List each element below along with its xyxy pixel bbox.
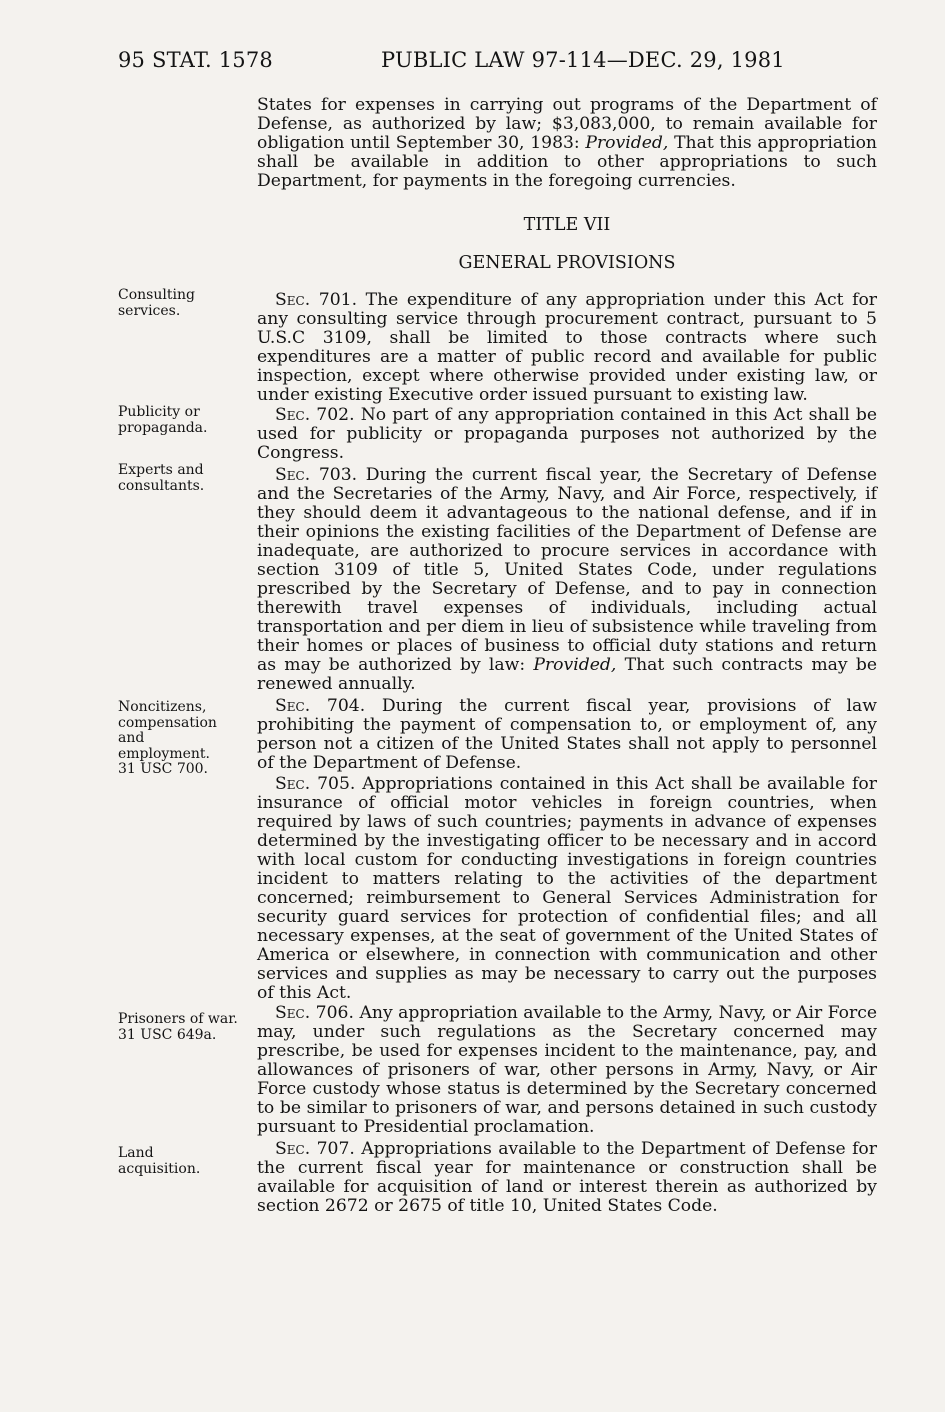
margin-note-land: Land acquisition. (118, 1145, 201, 1177)
section-number: 706. (310, 1003, 354, 1023)
title-name: GENERAL PROVISIONS (458, 253, 676, 273)
title-number: TITLE VII (523, 215, 611, 235)
section-label: Sec. (275, 290, 311, 310)
section-text: The expenditure of any appropriation under this Act for any consulting service through procurement contract, pursuant to 5 U.S.C 3109, shall be limited to those contracts where such expenditures are a matter of public record and available for public inspection, except where otherwise provided under existing law, or under existing Executive order issued pursuant to existing law. (257, 290, 878, 405)
intro-proviso: Provided, (585, 133, 669, 153)
section-number: 707. (310, 1139, 355, 1159)
section-706 (257, 1004, 877, 1137)
intro-paragraph (257, 96, 877, 191)
section-text: Appropriations available to the Department of Defense for the current fiscal year for maintenance or construction shall be available for acquisition of land or interest therein as authorized by section 2672 or 2675 of title 10, United States Code. (257, 1139, 877, 1216)
section-proviso: Provided, (533, 655, 617, 675)
section-label: Sec. (275, 1139, 311, 1159)
margin-note-experts: Experts and consultants. (118, 462, 205, 494)
section-label: Sec. (275, 774, 311, 794)
intro-text-end: That this appropriation shall be available in addition to other appropriations to such Department, for payments in the foregoing currencies. (257, 133, 877, 191)
section-text: During the current fiscal year, the Secretary of Defense and the Secretaries of the Army, Navy, and Air Force, respectively, if they should deem it advantageous to the national defense, and if in their opinions the existing facilities of the Department of Defense are inadequate, are authorized to procure services in accordance with section 3109 of title 5, United States Code, under regulations prescribed by the Secretary of Defense, and to pay in connection therewith travel expenses of individuals, including actual transportation and per diem in lieu of subsistence while traveling from their homes or places of business to official duty stations and return as may be authorized by law: (257, 465, 877, 675)
section-703 (257, 466, 877, 694)
section-label: Sec. (275, 405, 311, 425)
section-number: 702. (310, 405, 355, 425)
section-text: No part of any appropriation contained in this Act shall be used for publicity or propaganda purposes not authorized by the Congress. (257, 405, 877, 463)
intro-text: States for expenses in carrying out programs of the Department of Defense, as authorized by law; $3,083,000, to remain available for obligation until September 30, 1983: (257, 95, 877, 153)
section-text: During the current fiscal year, provisions of law prohibiting the payment of compensation to, or employment of, any person not a citizen of the United States shall not apply to personnel of the Department of Defense. (257, 696, 877, 773)
margin-note-publicity: Publicity or propaganda. (118, 404, 208, 436)
section-text: Any appropriation available to the Army, Navy, or Air Force may, under such regulations as the Secretary concerned may prescribe, be used for expenses incident to the maintenance, pay, and allowances of prisoners of war, other persons in Army, Navy, or Air Force custody whose status is determined by the Secretary concerned to be similar to prisoners of war, and persons detained in such custody pursuant to Presidential proclamation. (257, 1003, 878, 1137)
statute-page-number: 95 STAT. 1578 (118, 48, 273, 72)
section-number: 701. (310, 290, 358, 310)
section-text-end: That such contracts may be renewed annually. (257, 655, 877, 694)
running-header: PUBLIC LAW 97-114—DEC. 29, 1981 (381, 48, 785, 72)
section-label: Sec. (275, 1003, 311, 1023)
section-number: 705. (310, 774, 356, 794)
section-702 (257, 406, 877, 463)
section-701 (257, 291, 877, 405)
section-707 (257, 1140, 877, 1216)
section-number: 703. (310, 465, 358, 485)
margin-note-noncitizens: Noncitizens, compensation and employment. 31 USC 700. (118, 699, 217, 777)
margin-note-prisoners: Prisoners of war. 31 USC 649a. (118, 1011, 238, 1043)
section-text: Appropriations contained in this Act shall be available for insurance of official motor vehicles in foreign countries, when required by laws of such countries; payments in advance of expenses determined by the investigating officer to be necessary and in accord with local custom for conducting investigations in foreign countries incident to matters relating to the activities of the department concerned; reimbursement to General Services Administration for security guard services for protection of confidential files; and all necessary expenses, at the seat of government of the United States of America or elsewhere, in connection with communication and other services and supplies as may be necessary to carry out the purposes of this Act. (257, 774, 877, 1003)
section-label: Sec. (275, 465, 311, 485)
section-label: Sec. (275, 696, 311, 716)
margin-note-consulting: Consulting services. (118, 287, 195, 319)
section-704 (257, 697, 877, 773)
section-number: 704. (310, 696, 366, 716)
section-705 (257, 775, 877, 1003)
